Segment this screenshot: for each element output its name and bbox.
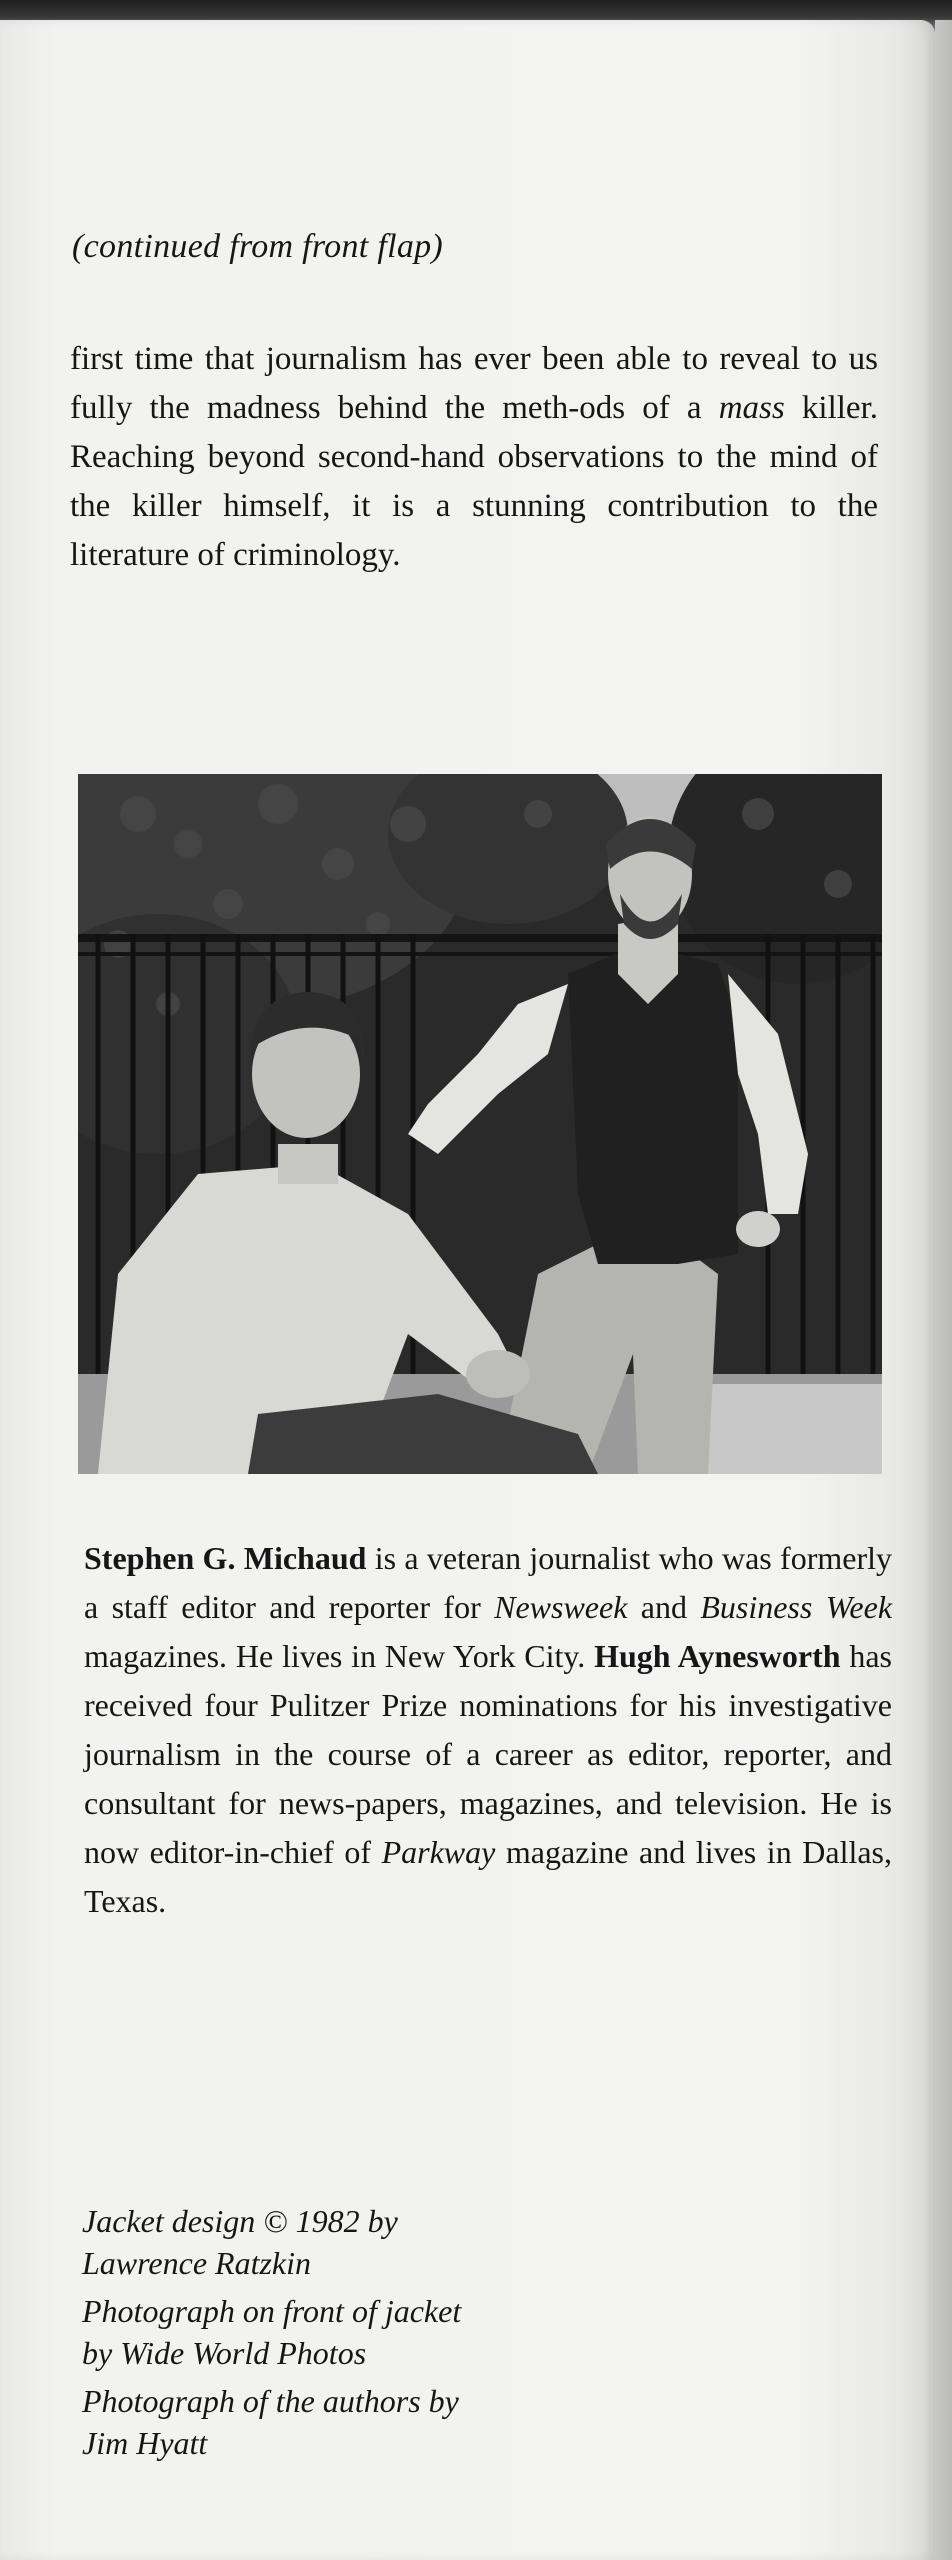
back-flap-page: [0, 20, 935, 2560]
book-blurb-continuation: [70, 335, 878, 580]
authors-biography: [84, 1534, 892, 1926]
credit-jacket-design: [82, 2200, 682, 2284]
bio-text-3: magazines. He lives in New York City.: [84, 1638, 595, 1674]
publication-business-week: Business Week: [700, 1589, 893, 1625]
blurb-text-1: first time that journalism has ever been able to reveal to us fully the madness behind the meth-ods of a: [70, 341, 878, 426]
publication-newsweek: Newsweek: [494, 1589, 628, 1625]
credit-authors-photo: [82, 2380, 682, 2464]
authors-photo-illustration: [78, 774, 882, 1474]
blurb-text-2: killer. Reaching beyond second-hand observations to the mind of the killer himself, it is a stunning contribution to the literature of criminology.: [70, 390, 878, 573]
credit-line: Jim Hyatt: [82, 2425, 208, 2461]
jacket-credits: [82, 2200, 682, 2470]
credit-line: by Wide World Photos: [82, 2335, 367, 2371]
continued-from-label: (continued from front flap): [72, 228, 444, 265]
credit-line: Jacket design © 1982 by: [82, 2203, 398, 2239]
publication-parkway: Parkway: [381, 1834, 496, 1870]
credit-front-photo: [82, 2290, 682, 2374]
bio-text-4: has received four Pulitzer Prize nominations for his investigative journalism in the course of a career as editor, reporter, and consultant for news-papers, magazines, and television. He is now editor-in-chief of: [84, 1638, 893, 1870]
jacket-fold-shadow: [935, 20, 952, 2560]
author-name-aynesworth: Hugh Aynesworth: [594, 1638, 841, 1674]
blurb-emphasis: mass: [718, 390, 785, 426]
credit-line: Lawrence Ratzkin: [82, 2245, 311, 2281]
bio-text-1: is a veteran journalist who was formerly a staff editor and reporter for: [84, 1540, 893, 1625]
bio-text-5: magazine and lives in Dallas, Texas.: [84, 1834, 893, 1919]
authors-photograph: [78, 774, 882, 1474]
credit-line: Photograph of the authors by: [82, 2383, 459, 2419]
credit-line: Photograph on front of jacket: [82, 2293, 462, 2329]
bio-text-2: and: [627, 1589, 701, 1625]
author-name-michaud: Stephen G. Michaud: [84, 1540, 367, 1576]
